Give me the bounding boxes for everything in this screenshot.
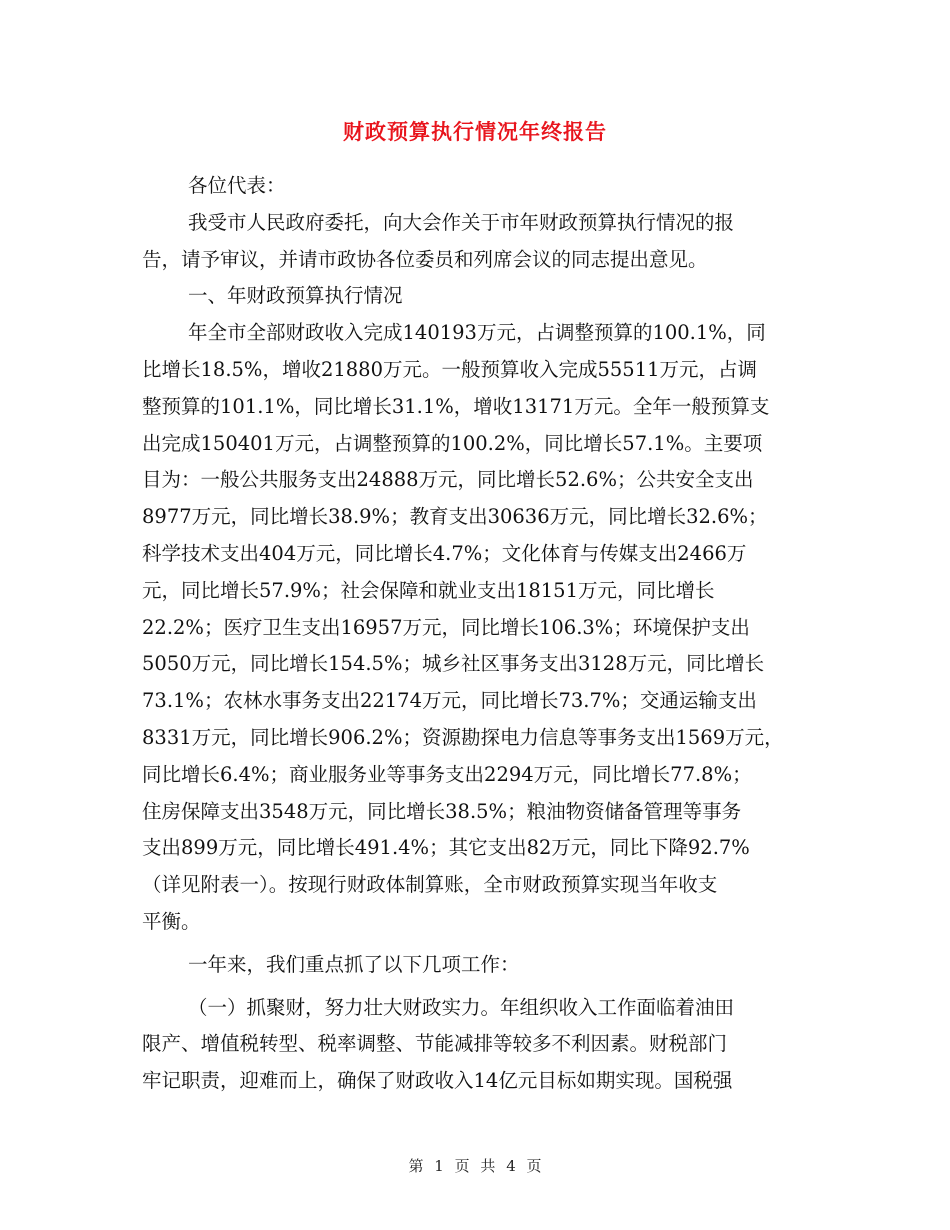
page-total: 4 xyxy=(506,1157,516,1175)
paragraph-line: 告，请予审议，并请市政协各位委员和列席会议的同志提出意见。 xyxy=(142,247,708,271)
paragraph-line: 我受市人民政府委托，向大会作关于市年财政预算执行情况的报 xyxy=(188,210,735,234)
page-footer xyxy=(0,1155,950,1176)
section-heading: 一、年财政预算执行情况 xyxy=(188,284,403,308)
paragraph-line: 一年来，我们重点抓了以下几项工作： xyxy=(188,952,520,976)
paragraph-line: 73.1%；农林水事务支出22174万元，同比增长73.7%；交通运输支出 xyxy=(142,689,757,713)
paragraph-line: 出完成150401万元，占调整预算的100.2%，同比增长57.1%。主要项 xyxy=(142,431,763,455)
paragraph-line: 整预算的101.1%，同比增长31.1%，增收13171万元。全年一般预算支 xyxy=(142,394,770,418)
paragraph-line: 元，同比增长57.9%；社会保障和就业支出18151万元，同比增长 xyxy=(142,578,715,602)
paragraph-line: 目为：一般公共服务支出24888万元，同比增长52.6%；公共安全支出 xyxy=(142,468,754,492)
subsection-line: （一）抓聚财，努力壮大财政实力。年组织收入工作面临着油田 xyxy=(188,995,735,1019)
paragraph-line: 限产、增值税转型、税率调整、节能减排等较多不利因素。财税部门 xyxy=(142,1032,728,1056)
page-current: 1 xyxy=(434,1157,444,1175)
paragraph-line: （详见附表一）。按现行财政体制算账，全市财政预算实现当年收支 xyxy=(142,873,718,897)
page-label-mid-a: 页 xyxy=(454,1157,470,1175)
paragraph-line: 22.2%；医疗卫生支出16957万元，同比增长106.3%；环境保护支出 xyxy=(142,615,750,639)
paragraph-line: 8331万元，同比增长906.2%；资源勘探电力信息等事务支出1569万元， xyxy=(142,725,784,749)
salutation: 各位代表： xyxy=(188,174,286,197)
paragraph-line: 比增长18.5%，增收21880万元。一般预算收入完成55511万元，占调 xyxy=(142,357,758,381)
document-title: 财政预算执行情况年终报告 xyxy=(343,119,607,144)
paragraph-line: 平衡。 xyxy=(142,909,201,933)
page-label-prefix: 第 xyxy=(408,1157,424,1175)
document-body xyxy=(142,168,822,1100)
paragraph-line: 牢记职责，迎难而上，确保了财政收入14亿元目标如期实现。国税强 xyxy=(142,1069,733,1093)
paragraph-line: 8977万元，同比增长38.9%；教育支出30636万元，同比增长32.6%； xyxy=(142,505,768,529)
paragraph-line: 支出899万元，同比增长491.4%；其它支出82万元，同比下降92.7% xyxy=(142,836,750,860)
paragraph-line: 5050万元，同比增长154.5%；城乡社区事务支出3128万元，同比增长 xyxy=(142,652,765,676)
paragraph-line: 同比增长6.4%；商业服务业等事务支出2294万元，同比增长77.8%； xyxy=(142,762,752,786)
paragraph-line: 住房保障支出3548万元，同比增长38.5%；粮油物资储备管理等事务 xyxy=(142,799,742,823)
page-label-suffix: 页 xyxy=(526,1157,542,1175)
paragraph-line: 年全市全部财政收入完成140193万元，占调整预算的100.1%，同 xyxy=(188,321,766,345)
page-label-mid-b: 共 xyxy=(480,1157,496,1175)
paragraph-line: 科学技术支出404万元，同比增长4.7%；文化体育与传媒支出2466万 xyxy=(142,541,747,565)
